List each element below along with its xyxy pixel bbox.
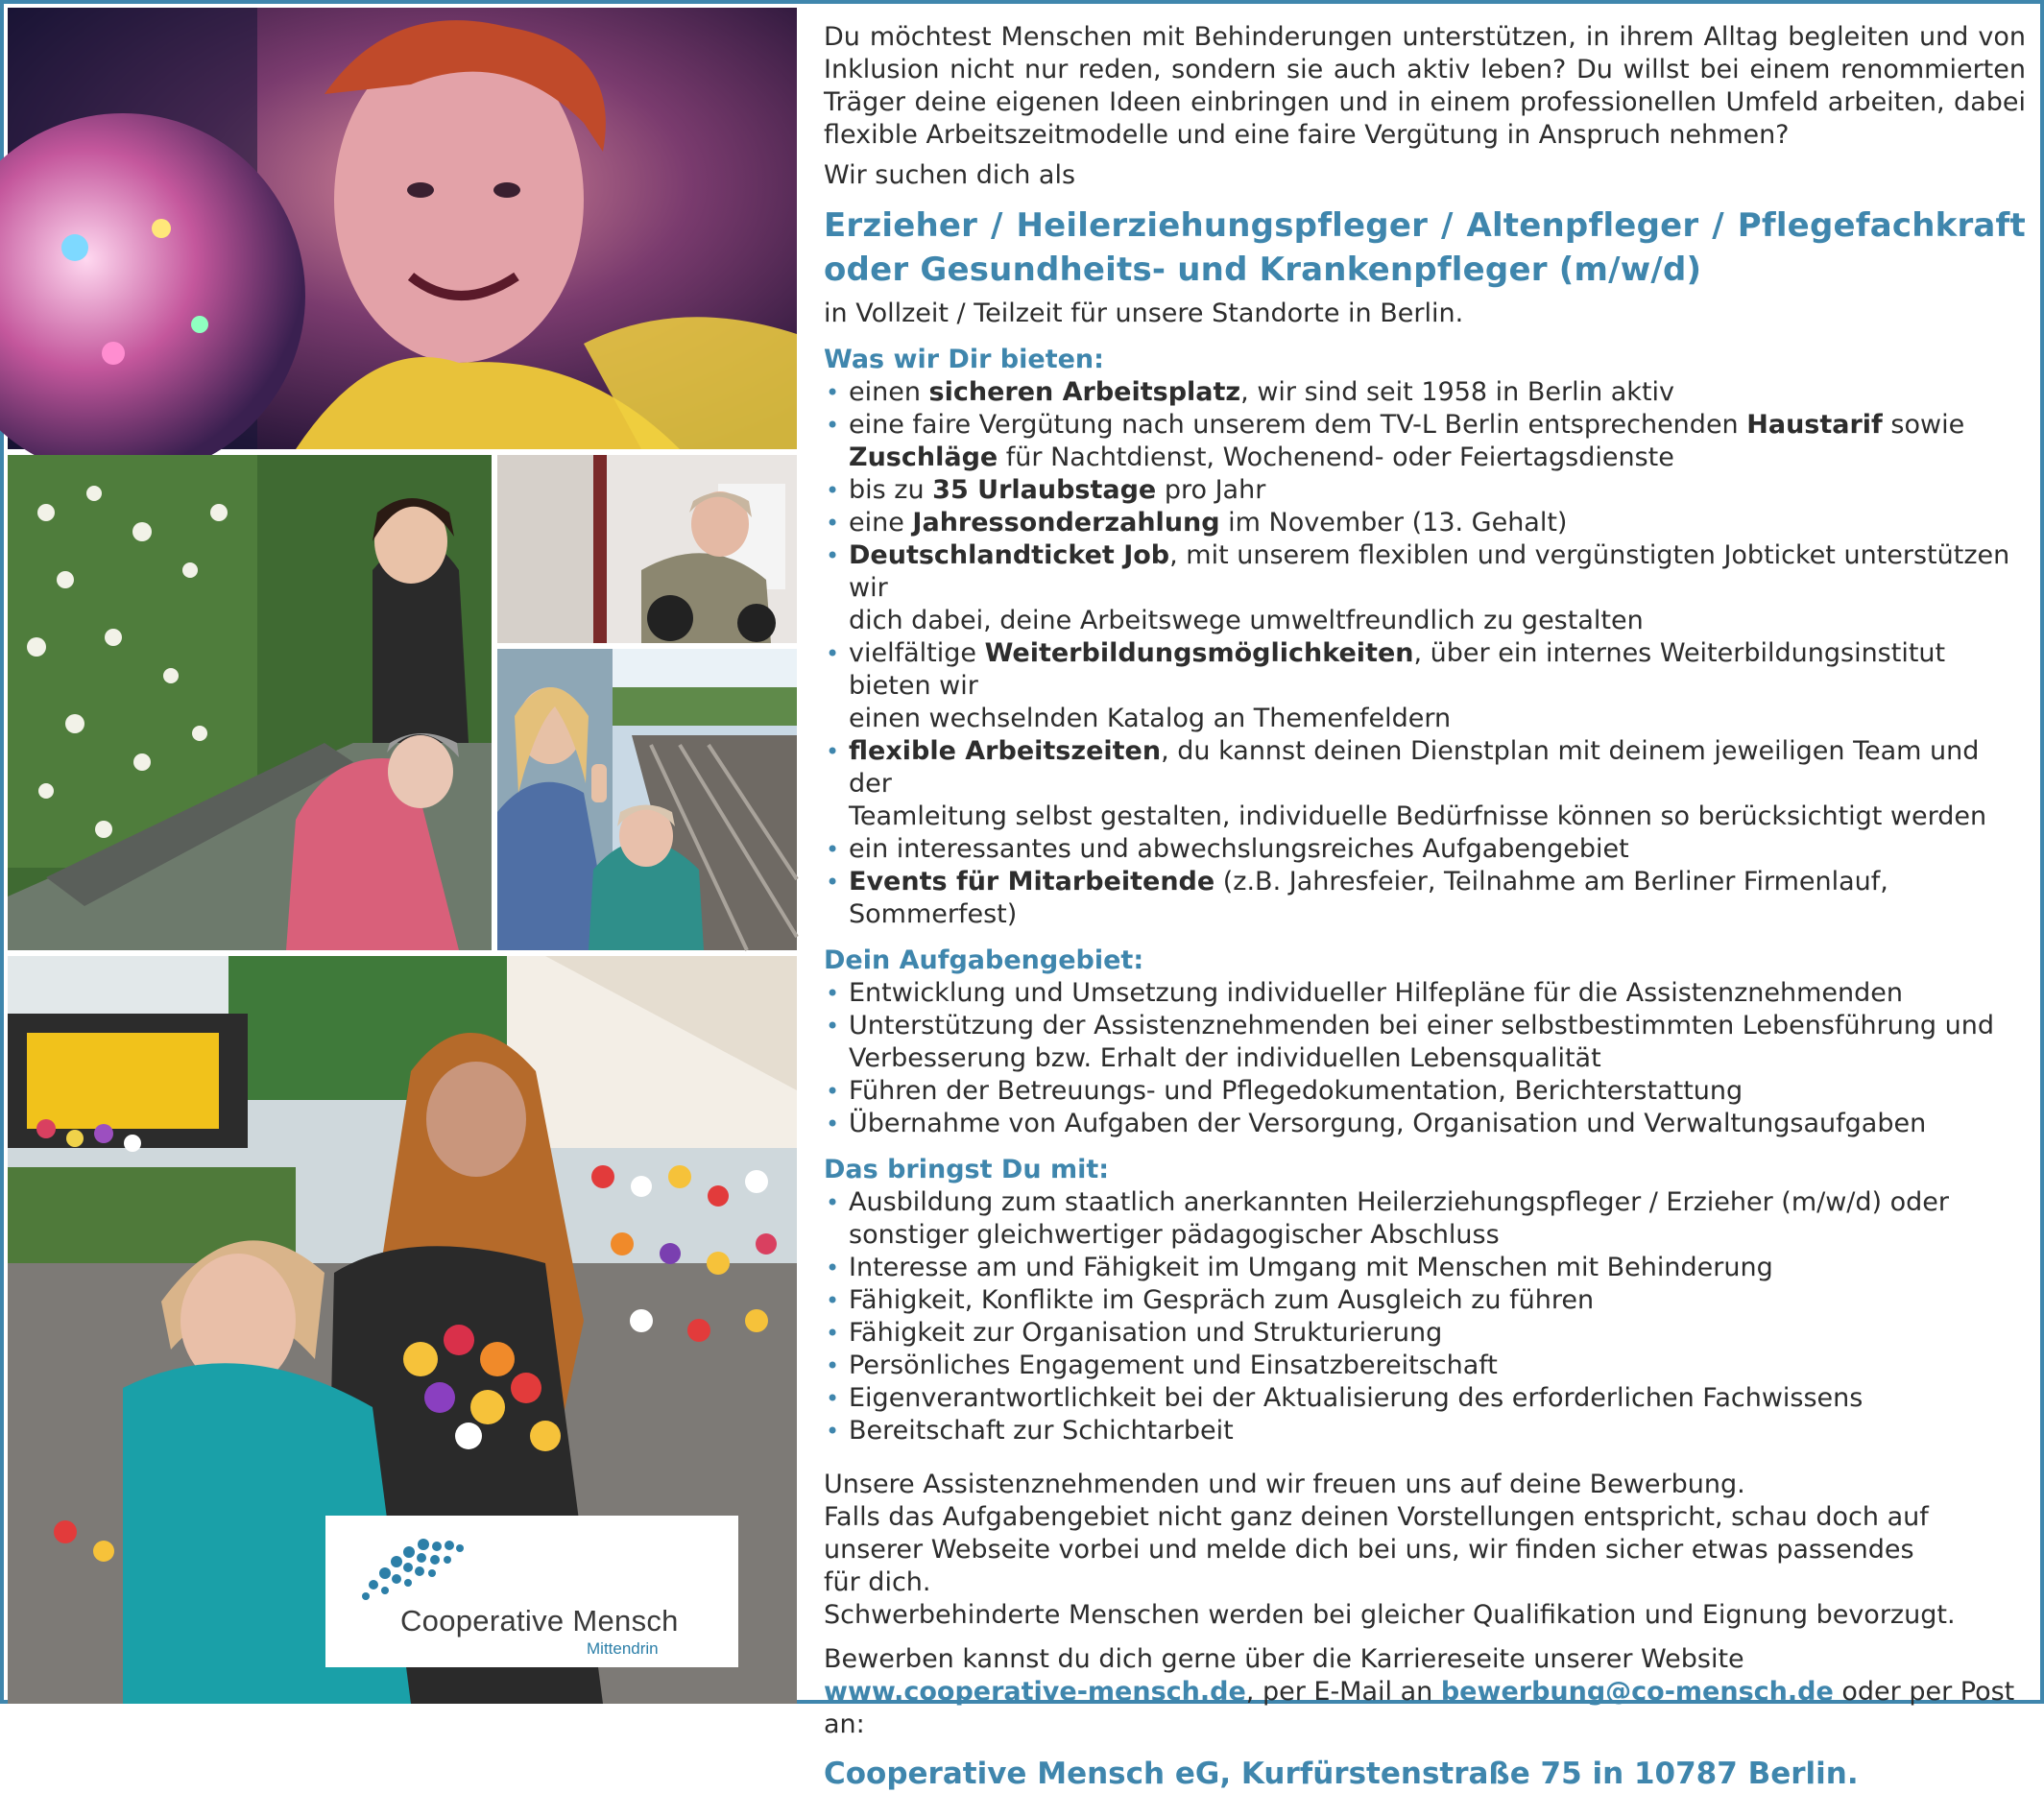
list-item: • Übernahme von Aufgaben der Versorgung, Organisation und Verwaltungsaufgaben	[824, 1108, 2026, 1140]
closing-line: Falls das Aufgabengebiet nicht ganz deinen Vorstellungen entspricht, schau doch auf	[824, 1502, 1929, 1532]
photo-woman-dancing	[8, 8, 797, 449]
list-item: • Eigenverantwortlichkeit bei der Aktualisierung des erforderlichen Fachwissens	[824, 1382, 2026, 1415]
list-item: • Persönliches Engagement und Einsatzbereitschaft	[824, 1350, 2026, 1382]
apply-line-3: an:	[824, 1709, 865, 1739]
closing-line: unserer Webseite vorbei und melde dich bei uns, wir finden sicher etwas passendes	[824, 1535, 1914, 1565]
list-item: • Interesse am und Fähigkeit im Umgang mit Menschen mit Behinderung	[824, 1252, 2026, 1284]
tasks-heading: Dein Aufgabengebiet:	[824, 945, 1144, 975]
photo-garden-flowers	[8, 455, 492, 950]
intro-line-2: Inklusion nicht nur reden, sondern sie auch aktiv leben? Du willst bei einem renommierten	[824, 55, 2026, 84]
apply-line-2: www.cooperative-mensch.de, per E-Mail an bewerbung@co-mensch.de oder per Post	[824, 1677, 2015, 1707]
closing-line: für dich.	[824, 1567, 931, 1597]
requirements-list	[824, 1186, 2026, 1447]
list-item: • eine faire Vergütung nach unserem dem TV-L Berlin entsprechenden Haustarif sowie Zuschläge für Nachtdienst, Wochenend- oder Feiertagsdienste	[824, 409, 2026, 474]
list-item: • Führen der Betreuungs- und Pflegedokumentation, Berichterstattung	[824, 1075, 2026, 1108]
text-column	[824, 21, 2026, 1791]
list-item: • Entwicklung und Umsetzung individueller Hilfepläne für die Assistenznehmenden	[824, 977, 2026, 1010]
list-item: • vielfältige Weiterbildungsmöglichkeiten, über ein internes Weiterbildungsinstitut bieten wir einen wechselnden Katalog an Themenfeldern	[824, 637, 2026, 735]
closing-line: Schwerbehinderte Menschen werden bei gleicher Qualifikation und Eignung bevorzugt.	[824, 1600, 1956, 1630]
we-seek-text: Wir suchen dich als	[824, 160, 1076, 190]
list-item: • Unterstützung der Assistenznehmenden bei einer selbstbestimmten Lebensführung und Verbesserung bzw. Erhalt der individuellen Lebensqualität	[824, 1010, 2026, 1075]
email-link[interactable]: bewerbung@co-mensch.de	[1440, 1677, 1834, 1707]
list-item: • Fähigkeit, Konflikte im Gespräch zum Ausgleich zu führen	[824, 1284, 2026, 1317]
photo-wheelchair-woman	[497, 455, 797, 643]
list-item: • Events für Mitarbeitende (z.B. Jahresfeier, Teilnahme am Berliner Firmenlauf, Sommerfest)	[824, 866, 2026, 931]
intro-line-4: flexible Arbeitszeitmodelle und eine faire Vergütung in Anspruch nehmen?	[824, 120, 1790, 150]
photo-train-station	[497, 649, 797, 950]
cooperative-mensch-logo	[325, 1516, 738, 1667]
intro-line-3: Träger deine eigenen Ideen einbringen und in einem professionellen Umfeld arbeiten, dabei	[824, 87, 2026, 117]
offer-list	[824, 376, 2026, 931]
offer-heading: Was wir Dir bieten:	[824, 345, 1104, 374]
list-item: • einen sicheren Arbeitsplatz, wir sind seit 1958 in Berlin aktiv	[824, 376, 2026, 409]
closing-text	[824, 1469, 2026, 1632]
list-item: • flexible Arbeitszeiten, du kannst deinen Dienstplan mit deinem jeweiligen Team und der Teamleitung selbst gestalten, individuelle Bedürfnisse können so berücksichtigt werden	[824, 735, 2026, 833]
logo-tagline: Mittendrin	[587, 1639, 659, 1658]
logo-dots-icon	[356, 1537, 471, 1606]
list-item: • ein interessantes und abwechslungsreiches Aufgabengebiet	[824, 833, 2026, 866]
intro-line-1: Du möchtest Menschen mit Behinderungen unterstützen, in ihrem Alltag begleiten und von	[824, 22, 2026, 52]
list-item: • Bereitschaft zur Schichtarbeit	[824, 1415, 2026, 1447]
closing-line: Unsere Assistenznehmenden und wir freuen uns auf deine Bewerbung.	[824, 1470, 1745, 1499]
list-item: • Deutschlandticket Job, mit unserem flexiblen und vergünstigten Jobticket unterstützen wir dich dabei, deine Arbeitswege umweltfreundlich zu gestalten	[824, 539, 2026, 637]
requirements-heading: Das bringst Du mit:	[824, 1155, 1110, 1184]
list-item: • bis zu 35 Urlaubstage pro Jahr	[824, 474, 2026, 507]
logo-name: Cooperative Mensch	[400, 1604, 679, 1638]
apply-text	[824, 1643, 2026, 1741]
job-title-line-1: Erzieher / Heilerziehungspfleger / Altenpfleger / Pflegefachkraft	[824, 206, 2026, 245]
website-link[interactable]: www.cooperative-mensch.de	[824, 1677, 1246, 1707]
apply-line-1: Bewerben kannst du dich gerne über die Karriereseite unserer Website	[824, 1644, 1744, 1674]
postal-address: Cooperative Mensch eG, Kurfürstenstraße 75 in 10787 Berlin.	[824, 1757, 1859, 1791]
list-item: • Fähigkeit zur Organisation und Strukturierung	[824, 1317, 2026, 1350]
tasks-list	[824, 977, 2026, 1140]
list-item: • Ausbildung zum staatlich anerkannten Heilerziehungspfleger / Erzieher (m/w/d) oder sonstiger gleichwertiger pädagogischer Abschluss	[824, 1186, 2026, 1252]
job-scope: in Vollzeit / Teilzeit für unsere Standorte in Berlin.	[824, 299, 1464, 328]
list-item: • eine Jahressonderzahlung im November (13. Gehalt)	[824, 507, 2026, 539]
job-title-line-2: oder Gesundheits- und Krankenpfleger (m/w/d)	[824, 251, 1702, 289]
